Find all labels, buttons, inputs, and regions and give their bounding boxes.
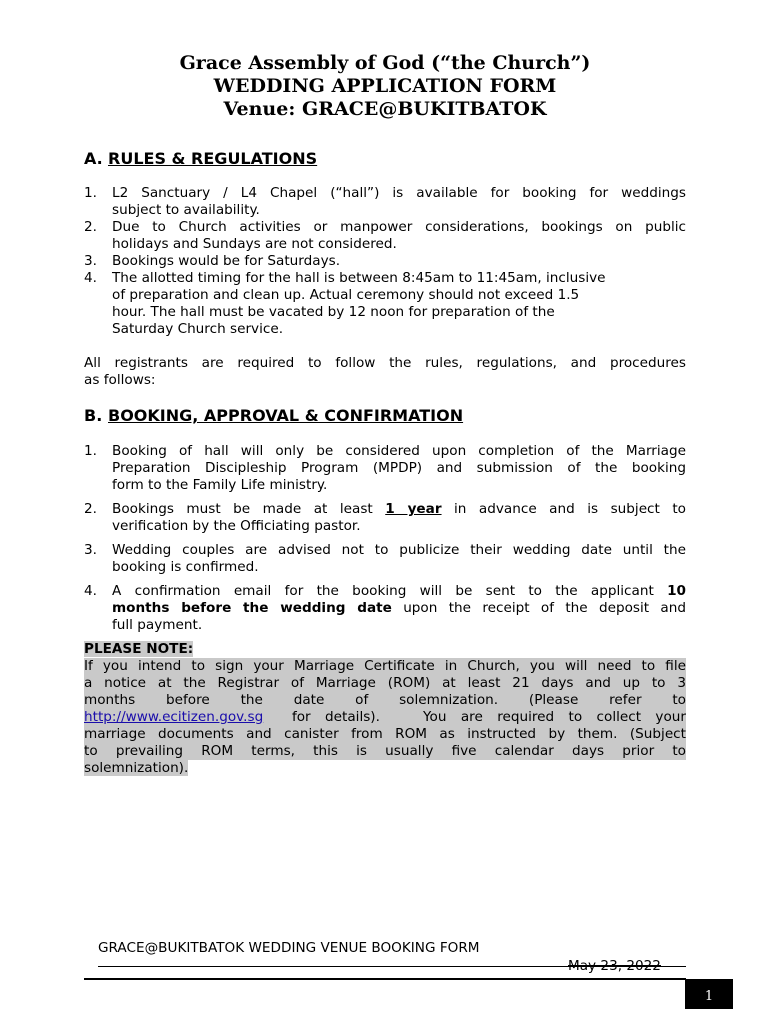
form-title: WEDDING APPLICATION FORM (213, 75, 557, 97)
booking-text: upon the receipt of the deposit and (391, 600, 686, 616)
rule-text: L2 Sanctuary / L4 Chapel (“hall”) is available for booking for weddings (112, 185, 686, 201)
booking-number: 4. (84, 583, 97, 599)
footer-rule (84, 978, 686, 980)
section-b-letter: B. (84, 406, 103, 425)
please-note-text: solemnization). (84, 760, 189, 776)
ecitizen-link[interactable]: http://www.ecitizen.gov.sg (84, 709, 264, 725)
section-b-heading (84, 406, 463, 426)
rule-text: hour. The hall must be vacated by 12 noon for preparation of the (112, 304, 555, 320)
section-a-title: RULES & REGULATIONS (108, 149, 318, 168)
rule-text: of preparation and clean up. Actual ceremony should not exceed 1.5 (112, 287, 580, 303)
rule-item (84, 270, 686, 338)
booking-item-1 (84, 443, 686, 494)
booking-text: full payment. (112, 617, 203, 633)
rule-item (84, 253, 686, 270)
booking-item-4 (84, 583, 686, 634)
please-note-text: months before the date of solemnization. (Please refer to (84, 692, 686, 708)
please-note-text: for details). You are required to collect your (263, 709, 686, 725)
rule-number: 3. (84, 253, 97, 269)
rule-text: subject to availability. (112, 202, 260, 218)
rule-number: 1. (84, 185, 97, 201)
booking-item-2 (84, 501, 686, 535)
registrants-note (84, 355, 686, 389)
venue-title: Venue: GRACE@BUKITBATOK (223, 98, 547, 120)
booking-text: verification by the Officiating pastor. (112, 518, 361, 534)
church-title: Grace Assembly of God (“the Church”) (179, 52, 591, 74)
booking-item-3 (84, 542, 686, 576)
booking-number: 2. (84, 501, 97, 517)
registrants-note-text: as follows: (84, 372, 156, 388)
rule-text: The allotted timing for the hall is between 8:45am to 11:45am, inclusive (112, 270, 606, 286)
booking-text: form to the Family Life ministry. (112, 477, 328, 493)
booking-text: in advance and is subject to (441, 501, 686, 517)
rule-number: 4. (84, 270, 97, 286)
booking-number: 3. (84, 542, 97, 558)
please-note-text: a notice at the Registrar of Marriage (ROM) at least 21 days and up to 3 (84, 675, 686, 691)
rule-text: holidays and Sundays are not considered. (112, 236, 397, 252)
rule-item (84, 219, 686, 253)
rule-text: Due to Church activities or manpower considerations, bookings on public (112, 219, 686, 235)
booking-text: Preparation Discipleship Program (MPDP) and submission of the booking (112, 460, 686, 476)
booking-number: 1. (84, 443, 97, 459)
one-year-emphasis: 1 year (385, 501, 442, 517)
booking-text: Bookings must be made at least (112, 501, 386, 517)
please-note-text: marriage documents and canister from ROM as instructed by them. (Subject (84, 726, 686, 742)
please-note-label: PLEASE NOTE: (84, 641, 194, 657)
section-b-title: BOOKING, APPROVAL & CONFIRMATION (108, 406, 464, 425)
rule-item (84, 185, 686, 219)
booking-text: Booking of hall will only be considered upon completion of the Marriage (112, 443, 686, 459)
booking-text: A confirmation email for the booking will be sent to the applicant (112, 583, 668, 599)
rule-text: Saturday Church service. (112, 321, 284, 337)
please-note-text: to prevailing ROM terms, this is usually five calendar days prior to (84, 743, 686, 759)
section-a-letter: A. (84, 149, 103, 168)
booking-text: Wedding couples are advised not to publicize their wedding date until the (112, 542, 686, 558)
please-note-text: If you intend to sign your Marriage Certificate in Church, you will need to file (84, 658, 686, 674)
footer-title: GRACE@BUKITBATOK WEDDING VENUE BOOKING FORM (98, 940, 480, 956)
registrants-note-text: All registrants are required to follow the rules, regulations, and procedures (84, 355, 686, 371)
section-a-heading (84, 149, 317, 169)
rule-number: 2. (84, 219, 97, 235)
page-number: 1 (685, 979, 733, 1009)
rules-list (84, 185, 686, 338)
rule-text: Bookings would be for Saturdays. (112, 253, 341, 269)
please-note (84, 641, 686, 777)
footer-date: May 23, 2022 (568, 958, 661, 974)
months-before-emphasis: months before the wedding date (112, 600, 392, 616)
ten-months-emphasis: 10 (667, 583, 686, 599)
booking-text: booking is confirmed. (112, 559, 259, 575)
